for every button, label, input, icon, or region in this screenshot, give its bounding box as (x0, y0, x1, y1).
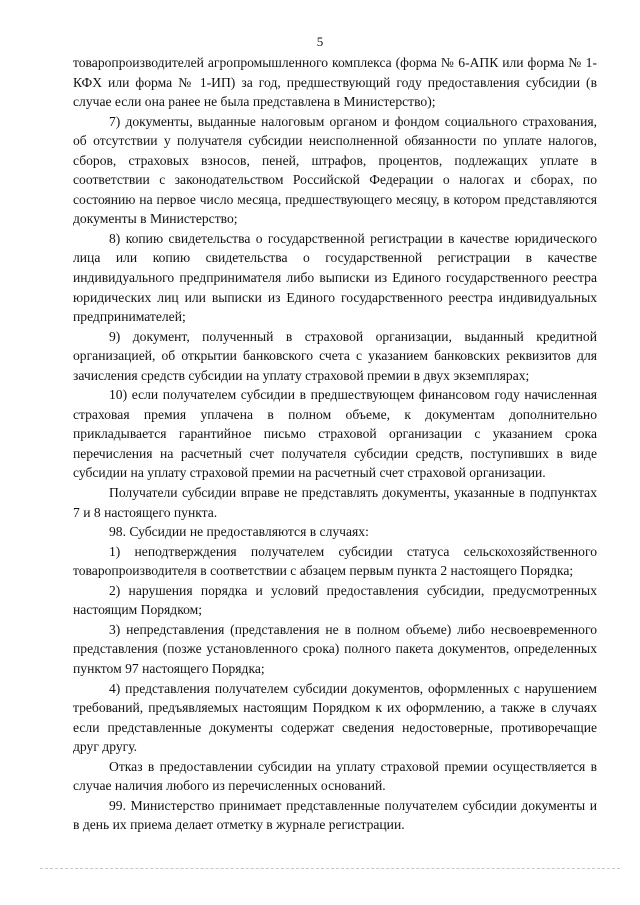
paragraph-refusal: Отказ в предоставлении субсидии на уплату страховой премии осуществляется в случае наличия любого из перечисленных оснований. (73, 758, 597, 794)
page-number: 5 (316, 34, 324, 49)
paragraph-item-9: 9) документ, полученный в страховой организации, выданный кредитной организацией, об открытии банковского счета с указанием банковских реквизитов для зачисления средств субсидии на уплату страховой премии в двух экземплярах; (73, 328, 597, 383)
scan-edge-divider (40, 868, 620, 869)
paragraph-item-7: 7) документы, выданные налоговым органом и фондом социального страхования, об отсутствии у получателя субсидии неисполненной обязанности по уплате налогов, сборов, страховых взносов, пеней, штрафов, процентов, подлежащих уплате в соответствии с законодательством Российской Федерации о налогах и сборах, по состоянию на первое число месяца, предшествующего месяцу, в котором представляются документы в Министерство; (73, 113, 597, 227)
paragraph-item-8: 8) копию свидетельства о государственной регистрации в качестве юридического лица или копию свидетельства о государственной регистрации в качестве индивидуального предпринимателя либо выписки из Единого государственного реестра юридических лиц или выписки из Единого государственного реестра индивидуальных предпринимателей; (73, 230, 597, 325)
paragraph-recipients-note: Получатели субсидии вправе не представлять документы, указанные в подпунктах 7 и 8 настоящего пункта. (73, 485, 597, 520)
document-body (73, 53, 597, 835)
paragraph-continuation: товаропроизводителей агропромышленного комплекса (форма № 6-АПК или форма № 1-КФХ или форма № 1-ИП) за год, предшествующий году предоставления субсидии (в случае если она ранее не была представлена в Министерство); (73, 55, 597, 110)
paragraph-98-item-4: 4) представления получателем субсидии документов, оформленных с нарушением требований, предъявляемых настоящим Порядком к их оформлению, а также в случаях если представленные документы содержат сведения недостоверные, противоречащие друг другу. (73, 680, 597, 755)
paragraph-section-99: 99. Министерство принимает представленные получателем субсидии документы и в день их приема делает отметку в журнале регистрации. (73, 797, 597, 833)
paragraph-item-10: 10) если получателем субсидии в предшествующем финансовом году начисленная страховая премия уплачена в полном объеме, к документам дополнительно прикладывается гарантийное письмо страховой организации с указанием срока перечисления на расчетный счет получателя субсидии средств, поступивших в виде субсидии на уплату страховой премии на расчетный счет страховой организации. (73, 387, 597, 481)
paragraph-section-98: 98. Субсидии не предоставляются в случаях: (109, 524, 369, 540)
paragraph-98-item-3: 3) непредставления (представления не в полном объеме) либо несвоевременного представления (позже установленного срока) полного пакета документов, определенных пунктом 97 настоящего Порядка; (73, 621, 597, 676)
paragraph-98-item-2: 2) нарушения порядка и условий предоставления субсидии, предусмотренных настоящим Порядком; (73, 582, 597, 618)
paragraph-98-item-1: 1) неподтверждения получателем субсидии статуса сельскохозяйственного товаропроизводителя в соответствии с абзацем первым пункта 2 настоящего Порядка; (73, 543, 597, 579)
